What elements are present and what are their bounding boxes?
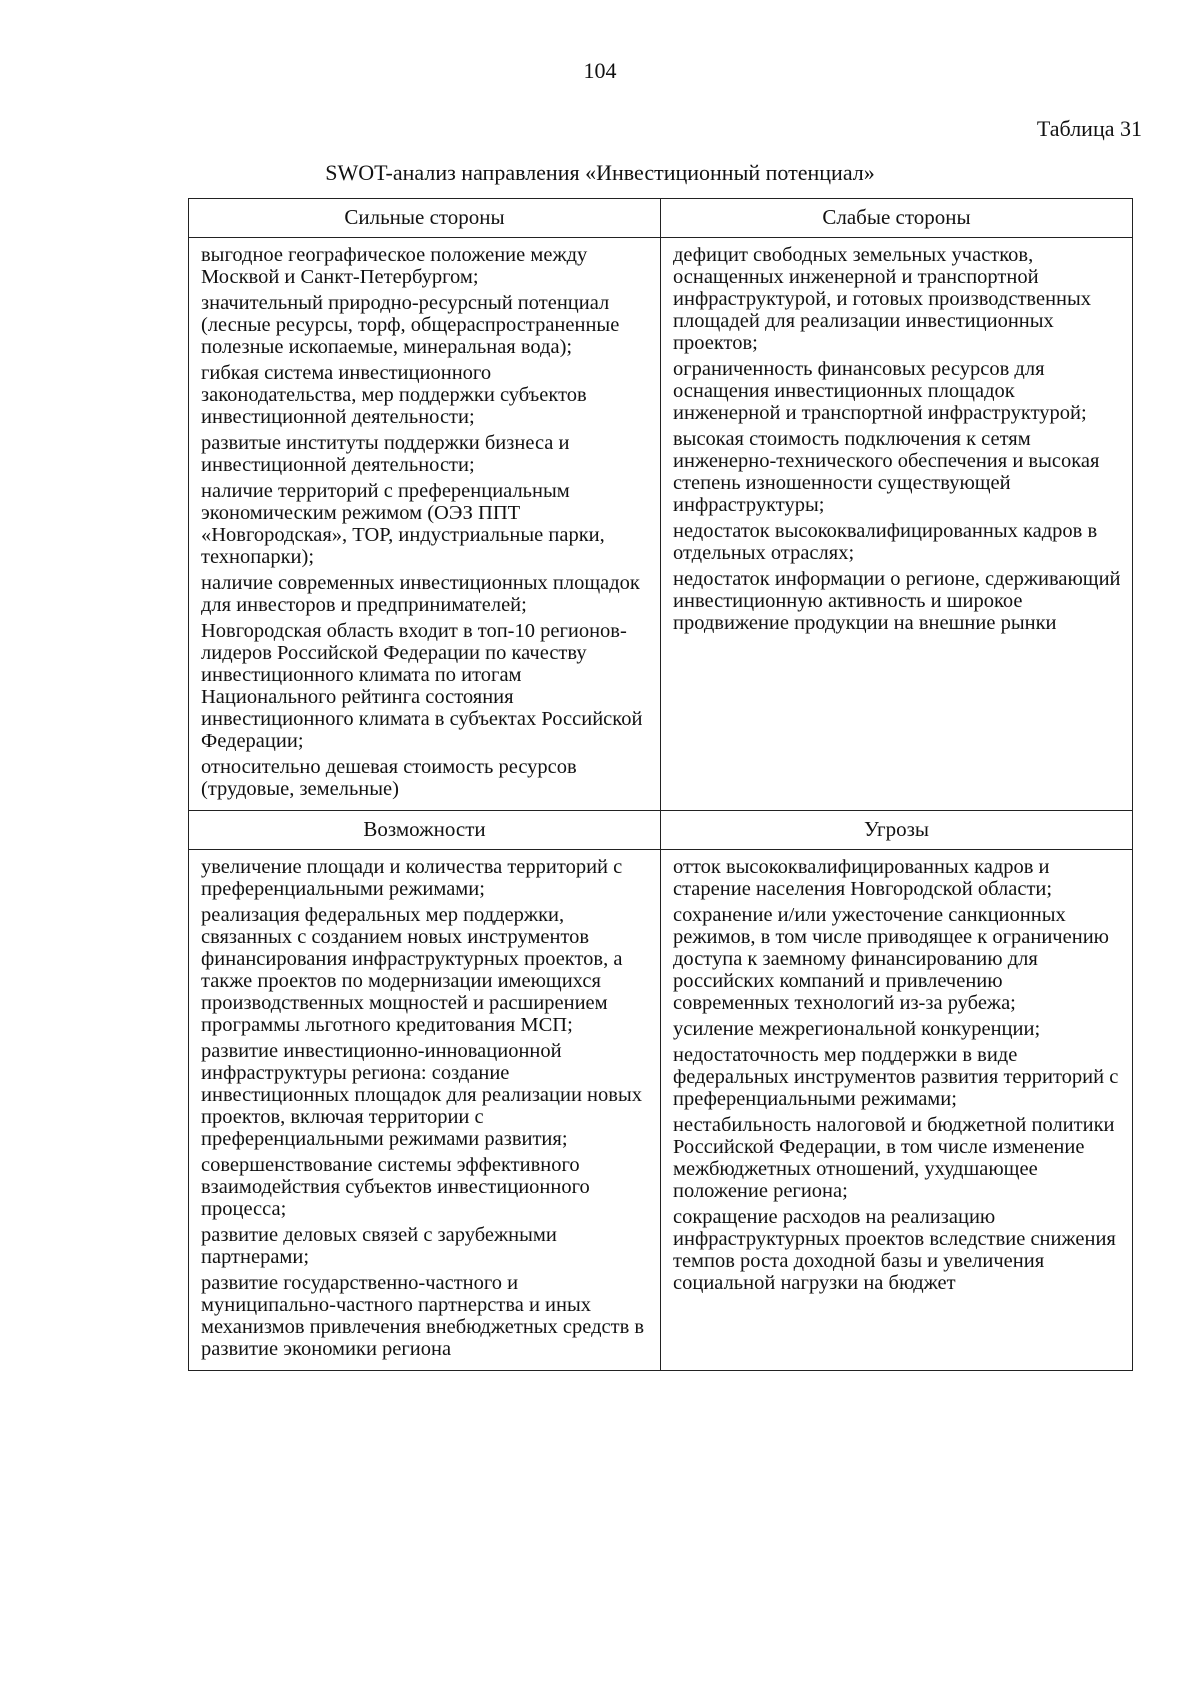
opportunity-item: развитие инвестиционно-инновационной инфраструктуры региона: создание инвестиционных площадок для реализации новых проектов, включая территории с преференциальными режимами развития; [201, 1040, 642, 1150]
weakness-item: недостаток информации о регионе, сдерживающий инвестиционную активность и широкое продвижение продукции на внешние рынки [673, 568, 1121, 634]
threat-item: усиление межрегиональной конкуренции; [673, 1018, 1041, 1040]
weaknesses-header: Слабые стороны [661, 199, 1133, 238]
strength-item: наличие современных инвестиционных площадок для инвесторов и предпринимателей; [201, 572, 640, 616]
table-label: Таблица 31 [1036, 116, 1142, 141]
strength-item: выгодное географическое положение между Москвой и Санкт-Петербургом; [201, 244, 588, 288]
weakness-item: недостаток высококвалифицированных кадров в отдельных отраслях; [673, 520, 1098, 564]
swot-table [188, 198, 1133, 1371]
opportunity-item: реализация федеральных мер поддержки, связанных с созданием новых инструментов финансирования инфраструктурных проектов, а также проектов по модернизации имеющихся производственных мощностей и расширением программы льготного кредитования МСП; [201, 904, 623, 1036]
swot-body-row-top [189, 238, 1133, 811]
strength-item: развитые институты поддержки бизнеса и инвестиционной деятельности; [201, 432, 570, 476]
weakness-item: высокая стоимость подключения к сетям инженерно-технического обеспечения и высокая степень изношенности существующей инфраструктуры; [673, 428, 1100, 516]
weakness-item: дефицит свободных земельных участков, оснащенных инженерной и транспортной инфраструктурой, и готовых производственных площадей для реализации инвестиционных проектов; [673, 244, 1092, 354]
threat-item: недостаточность мер поддержки в виде федеральных инструментов развития территорий с преференциальными режимами; [673, 1044, 1119, 1110]
page-number: 104 [583, 58, 617, 83]
table-title: SWOT-анализ направления «Инвестиционный потенциал» [325, 160, 875, 185]
threat-item: сокращение расходов на реализацию инфраструктурных проектов вследствие снижения темпов роста доходной базы и увеличения социальной нагрузки на бюджет [673, 1206, 1116, 1294]
strengths-header: Сильные стороны [189, 199, 661, 238]
strength-item: гибкая система инвестиционного законодательства, мер поддержки субъектов инвестиционной деятельности; [201, 362, 587, 428]
strength-item: относительно дешевая стоимость ресурсов (трудовые, земельные) [201, 756, 577, 800]
weaknesses-cell [661, 238, 1133, 811]
opportunity-item: развитие государственно-частного и муниципально-частного партнерства и иных механизмов привлечения внебюджетных средств в развитие экономики региона [201, 1272, 645, 1360]
threat-item: сохранение и/или ужесточение санкционных режимов, в том числе приводящее к ограничению доступа к заемному финансированию для российских компаний и привлечению современных технологий из-за рубежа; [673, 904, 1109, 1014]
threat-item: отток высококвалифицированных кадров и старение населения Новгородской области; [673, 856, 1053, 900]
threats-header: Угрозы [661, 811, 1133, 850]
opportunity-item: развитие деловых связей с зарубежными партнерами; [201, 1224, 557, 1268]
swot-header-row-top [189, 199, 1133, 238]
swot-body-row-bottom [189, 850, 1133, 1371]
strength-item: Новгородская область входит в топ-10 регионов-лидеров Российской Федерации по качеству инвестиционного климата по итогам Национального рейтинга состояния инвестиционного климата в субъектах Российской Федерации; [201, 620, 643, 752]
strength-item: наличие территорий с преференциальным экономическим режимом (ОЭЗ ППТ «Новгородская», ТОР, индустриальные парки, технопарки); [201, 480, 605, 568]
opportunities-header: Возможности [189, 811, 661, 850]
opportunity-item: увеличение площади и количества территорий с преференциальными режимами; [201, 856, 623, 900]
opportunity-item: совершенствование системы эффективного взаимодействия субъектов инвестиционного процесса; [201, 1154, 590, 1220]
swot-header-row-bottom [189, 811, 1133, 850]
opportunities-cell [189, 850, 661, 1371]
weakness-item: ограниченность финансовых ресурсов для оснащения инвестиционных площадок инженерной и транспортной инфраструктурой; [673, 358, 1087, 424]
threats-cell [661, 850, 1133, 1371]
strengths-cell [189, 238, 661, 811]
strength-item: значительный природно-ресурсный потенциал (лесные ресурсы, торф, общераспространенные полезные ископаемые, минеральная вода); [201, 292, 620, 358]
threat-item: нестабильность налоговой и бюджетной политики Российской Федерации, в том числе изменение межбюджетных отношений, ухудшающее положение региона; [673, 1114, 1115, 1202]
